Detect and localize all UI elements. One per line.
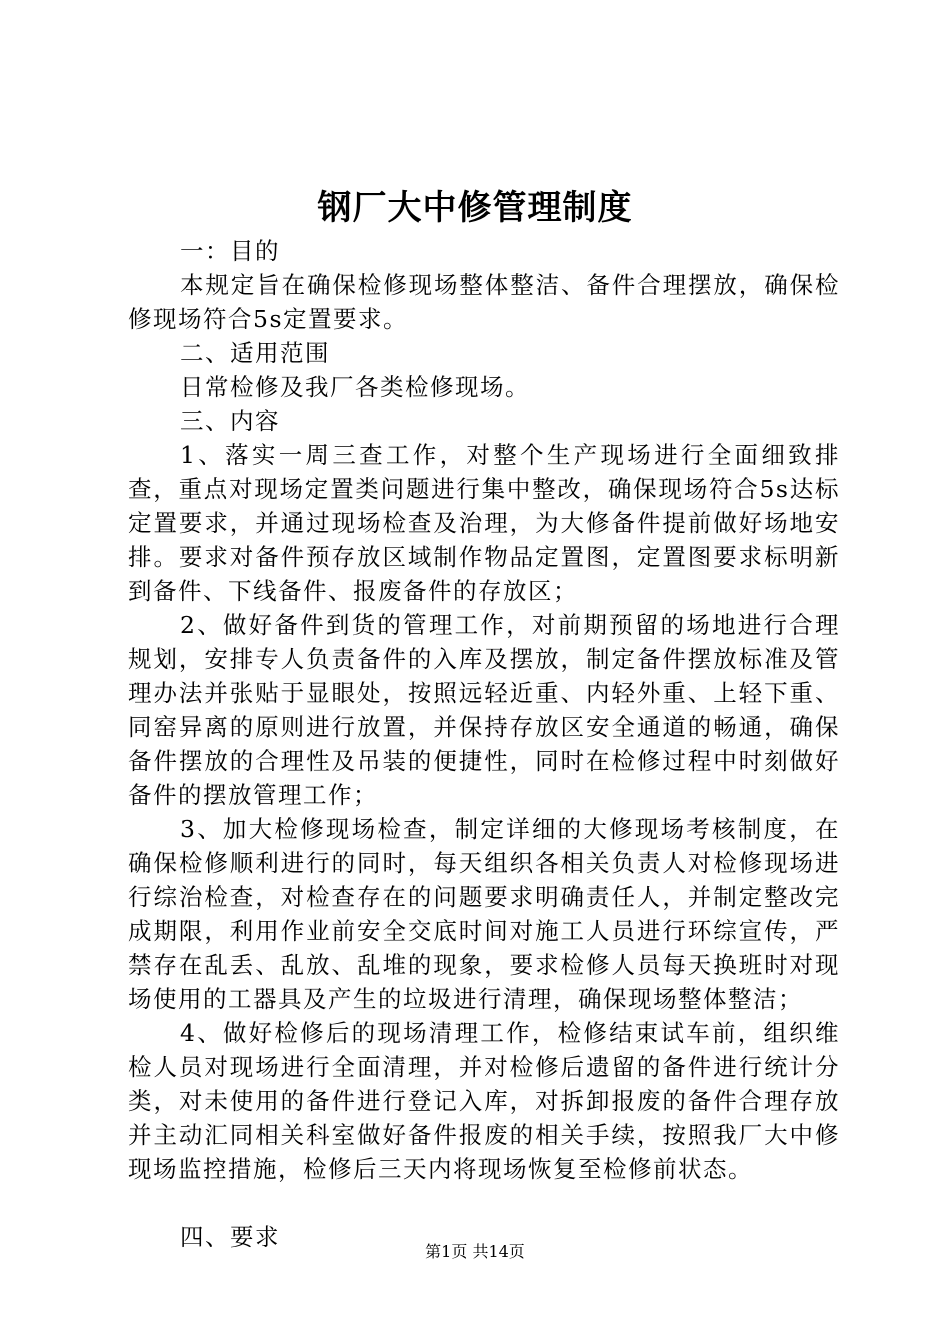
document-body	[128, 234, 840, 1254]
section-heading-content: 三、内容	[180, 407, 280, 435]
document-title: 钢厂大中修管理制度	[317, 188, 633, 228]
content-item-2: 2、做好备件到货的管理工作，对前期预留的场地进行合理规划，安排专人负责备件的入库及摆放，制定备件摆放标准及管理办法并张贴于显眼处，按照远轻近重、内轻外重、上轻下重、同窑异离的原则进行放置，并保持存放区安全通道的畅通，确保备件摆放的合理性及吊装的便捷性，同时在检修过程中时刻做好备件的摆放管理工作；	[128, 611, 840, 809]
content-item-1: 1、落实一周三查工作，对整个生产现场进行全面细致排查，重点对现场定置类问题进行集中整改，确保现场符合5s达标定置要求，并通过现场检查及治理，为大修备件提前做好场地安排。要求对备件预存放区域制作物品定置图，定置图要求标明新到备件、下线备件、报废备件的存放区；	[128, 441, 840, 605]
paragraph-purpose: 本规定旨在确保检修现场整体整洁、备件合理摆放，确保检修现场符合5s定置要求。	[128, 271, 840, 333]
section-heading-purpose: 一：目的	[180, 237, 280, 265]
section-heading-scope: 二、适用范围	[180, 339, 330, 367]
content-item-4: 4、做好检修后的现场清理工作，检修结束试车前，组织维检人员对现场进行全面清理，并对检修后遗留的备件进行统计分类，对未使用的备件进行登记入库，对拆卸报废的备件合理存放并主动汇同相关科室做好备件报废的相关手续，按照我厂大中修现场监控措施，检修后三天内将现场恢复至检修前状态。	[128, 1019, 840, 1183]
section-heading-requirements: 四、要求	[180, 1223, 280, 1251]
paragraph-scope: 日常检修及我厂各类检修现场。	[180, 373, 530, 401]
page-number-footer: 第1页 共14页	[425, 1242, 525, 1261]
content-item-3: 3、加大检修现场检查，制定详细的大修现场考核制度，在确保检修顺利进行的同时，每天组织各相关负责人对检修现场进行综治检查，对检查存在的问题要求明确责任人，并制定整改完成期限，利用作业前安全交底时间对施工人员进行环综宣传，严禁存在乱丢、乱放、乱堆的现象，要求检修人员每天换班时对现场使用的工器具及产生的垃圾进行清理，确保现场整体整洁；	[128, 815, 840, 1013]
